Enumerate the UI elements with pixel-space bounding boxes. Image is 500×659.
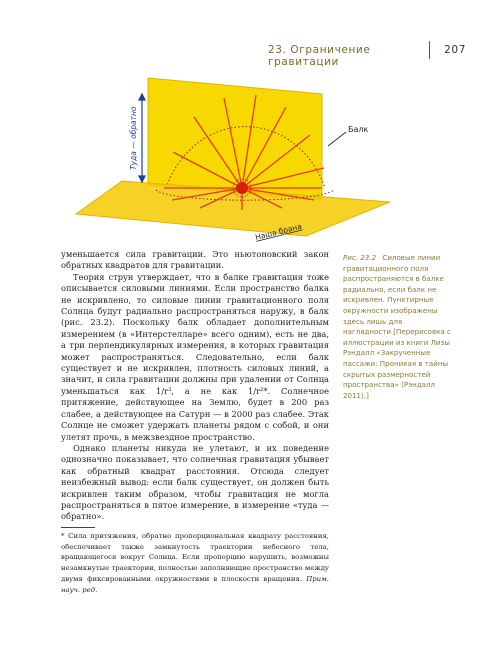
footnote-divider	[61, 527, 95, 528]
bulk-label: Балк	[348, 125, 369, 134]
figure-caption	[343, 253, 451, 401]
footnote-attribution: Прим. науч. ред.	[61, 574, 329, 594]
paragraph-3: Однако планеты никуда не улетают, и их поведение однозначно показывает, что солнечная гравитация убывает как обратный квадрат расстояния. Отсюда следует неизбежный вывод: если балк существует, он должен быть искривлен таким образом, чтобы гравитация не могла распространяться в пятое измерение, в измерение «туда — обратно».	[61, 442, 329, 522]
running-header	[268, 44, 472, 68]
footnote	[61, 531, 329, 595]
footnote-text: * Сила притяжения, обратно пропорциональная квадрату расстояния, обеспечивает также замкнутость траектории небесного тела, вращающегося вокруг Солнца. Если пропорцию нарушить, возможны незамкнутые траектории, полностью заполняющие пространство между двумя фиксированными окружностями в плоскости вращения.	[61, 532, 329, 583]
header-divider	[429, 41, 430, 59]
paragraph-1: уменьшается сила гравитации. Это ньютоновский закон обратных квадратов для гравитации.	[61, 249, 329, 271]
axis-label: Туда — обратно	[129, 106, 138, 170]
page-number: 207	[444, 44, 466, 56]
caption-text: Силовые линии гравитационного поля распространяются в балке радиально, если балк не искривлен. Пунктирные окружности изображены здесь лишь для наглядности [Перерисовка с иллюстрации из книги Лизы Рэндалл «Закрученные пассажи: Проникая в тайны скрытых размерностей пространства» (Рэндалл 2011).]	[343, 253, 451, 400]
brane-label: Наша брана	[254, 221, 303, 242]
chapter-title: 23. Ограничение гравитации	[268, 44, 371, 68]
sun	[236, 182, 248, 194]
paragraph-2: Теория струн утверждает, что в балке гравитация тоже описывается силовыми линиями. Если пространство балка не искривлено, то силовые линии гравитационного поля Солнца будут радиально распространяться наружу, в балк (рис. 23.2). Поскольку балк обладает дополнительным измерением (в «Интерстелларе» всего одним), есть не два, а три перпендикулярных измерения, в которых гравитация может распространяться. Следовательно, если балк существует и не искривлен, плотность силовых линий, а значит, и сила гравитации должны при удалении от Солнца уменьшаться как 1/r³, а не как 1/r²*. Солнечное притяжение, действующее на Землю, будет в 200 раз слабее, а действующее на Сатурн — в 2000 раз слабее. Этак Солнце не сможет удержать планеты рядом с собой, и они улетят прочь, в межзвездное пространство.	[61, 271, 329, 442]
body-text	[61, 249, 329, 523]
figure-label: Рис. 23.2	[343, 253, 377, 262]
bulk-plane	[148, 78, 322, 200]
axis-arrow	[139, 94, 145, 182]
figure-23-2	[70, 68, 400, 250]
